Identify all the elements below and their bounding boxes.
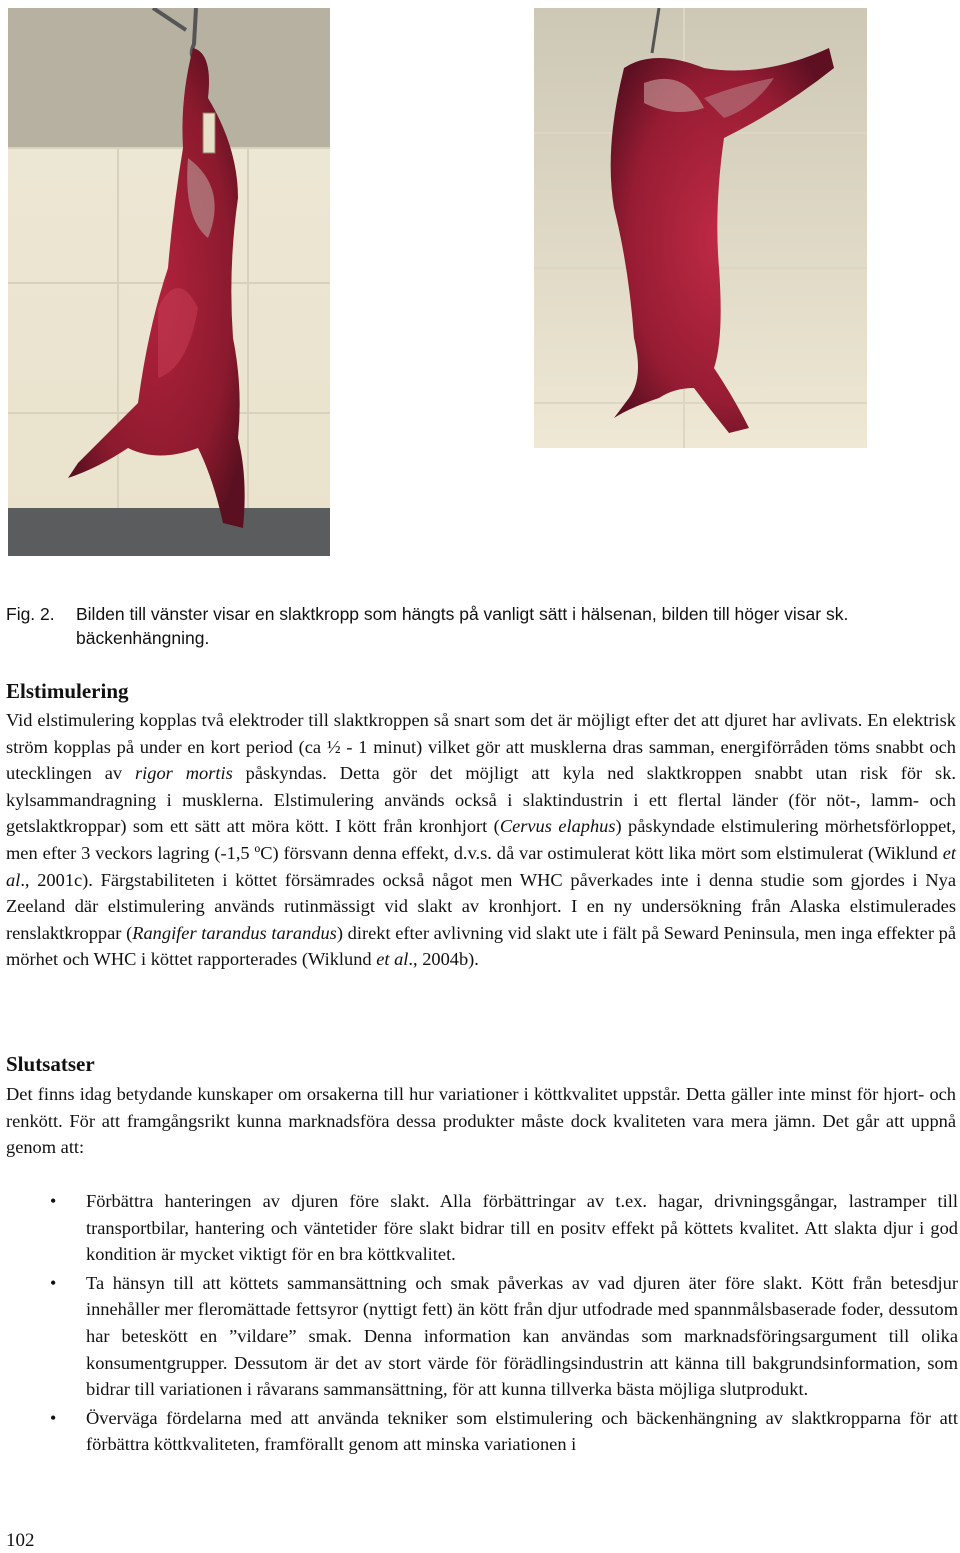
- carcass-right-illustration: [534, 8, 867, 448]
- photo-carcass-hung-by-achilles-tendon: [8, 8, 330, 556]
- italic-citation: et al: [6, 842, 956, 890]
- conclusion-bullet-list: [0, 1188, 958, 1460]
- carcass-left-illustration: [8, 8, 330, 556]
- text-run: ., 2004b).: [408, 949, 479, 970]
- text-run: ., 2001c). Färgstabiliteten i köttet försämrades också något men WHC påverkades inte i denna studie som gjordes i Nya Zeeland där elstimulering används rutinmässigt vid slakt av kronhjort. I en ny undersökning från Alaska elstimulerades renslaktkroppar (: [6, 869, 956, 943]
- italic-citation: et al: [376, 949, 409, 970]
- text-run: ) påskyndade elstimulering mörhetsförloppet, men efter 3 veckors lagring (-1,5 ºC) försvann denna effekt, d.v.s. då var ostimulerat kött lika mört som elstimulerat (Wiklund: [6, 816, 956, 863]
- italic-species-name: Rangifer tarandus tarandus: [132, 922, 337, 943]
- text-run: påskyndas. Detta gör det möjligt att kyla ned slaktkroppen snabbt utan risk för sk. kylsammandragning i musklerna. Elstimulering används också i slaktindustrin i ett flertal länder (för nöt-, lamm- och getslaktkroppar) som ett sätt att möra kött. I kött från kronhjort (: [6, 763, 957, 837]
- figure-number: Fig. 2.: [6, 604, 55, 624]
- list-item: [0, 1188, 958, 1268]
- italic-term: rigor mortis: [135, 763, 233, 784]
- caption-text-line2: bäckenhängning.: [76, 628, 210, 648]
- bullet-text: Överväga fördelarna med att använda tekniker som elstimulering och bäckenhängning av slaktkropparna för att förbättra köttkvaliteten, framförallt genom att minska variationen i: [86, 1407, 958, 1455]
- page-number: 102: [6, 1530, 35, 1551]
- bullet-icon: •: [50, 1407, 57, 1428]
- list-item: [0, 1405, 958, 1458]
- list-item: [0, 1270, 958, 1403]
- section-heading-slutsatser: Slutsatser: [6, 1052, 95, 1076]
- bullet-icon: •: [50, 1272, 57, 1293]
- figure-caption: [6, 602, 954, 650]
- text-run: ) direkt efter avlivning vid slakt ute i fält på Seward Peninsula, men inga effekter på mörhet och WHC i köttet rapporterades (Wiklund: [6, 922, 956, 970]
- bullet-icon: •: [50, 1191, 57, 1211]
- text-run: Vid elstimulering kopplas två elektroder till slaktkroppen så snart som det är möjligt efter det att djuret har avlivats. En elektrisk ström kopplas på under en kort period (ca ½ - 1 minut) vilket gör att musklerna dras samman, energiförråden töms snabbt och utecklingen av: [6, 710, 956, 784]
- photo-carcass-pelvic-suspension: [534, 8, 867, 448]
- paragraph-slutsatser: Det finns idag betydande kunskaper om orsakerna till hur variationer i köttkvalitet uppstår. Detta gäller inte minst för hjort- och renkött. För att framgångsrikt kunna marknadsföra dessa produkter måste dock kvaliteten vara mera jämn. Det går att uppnå genom att:: [6, 1084, 956, 1158]
- section-heading-elstimulering: Elstimulering: [6, 679, 129, 703]
- bullet-text: Ta hänsyn till att köttets sammansättning och smak påverkas av vad djuren äter före slakt. Kött från betesdjur innehåller mer fleromättade fettsyror (nyttigt fett) än kött från djur utfodrade med spannmålsbaserade foder, dessutom har beteskött en ”vildare” smak. Denna information kan användas som marknadsföringsargument till olika konsumentgrupper. Dessutom är det av stort värde för förädlingsindustrin att känna till bakgrundsinformation, som bidrar till variationen i råvarans sammansättning, för att kunna tillverka bästa möjliga slutprodukt.: [86, 1272, 958, 1400]
- caption-text-line1: Bilden till vänster visar en slaktkropp som hängts på vanligt sätt i hälsenan, bilden till höger visar sk.: [76, 604, 849, 624]
- paragraph-elstimulering: [6, 707, 956, 973]
- italic-species-name: Cervus elaphus: [499, 816, 616, 837]
- bullet-text: Förbättra hanteringen av djuren före slakt. Alla förbättringar av t.ex. hagar, drivningsgångar, lastramper till transportbilar, hantering och väntetider före slakt bidrar till en positv effekt på köttets kvalitet. Att slakta djur i god kondition är mycket viktigt för en bra köttkvalitet.: [86, 1191, 958, 1265]
